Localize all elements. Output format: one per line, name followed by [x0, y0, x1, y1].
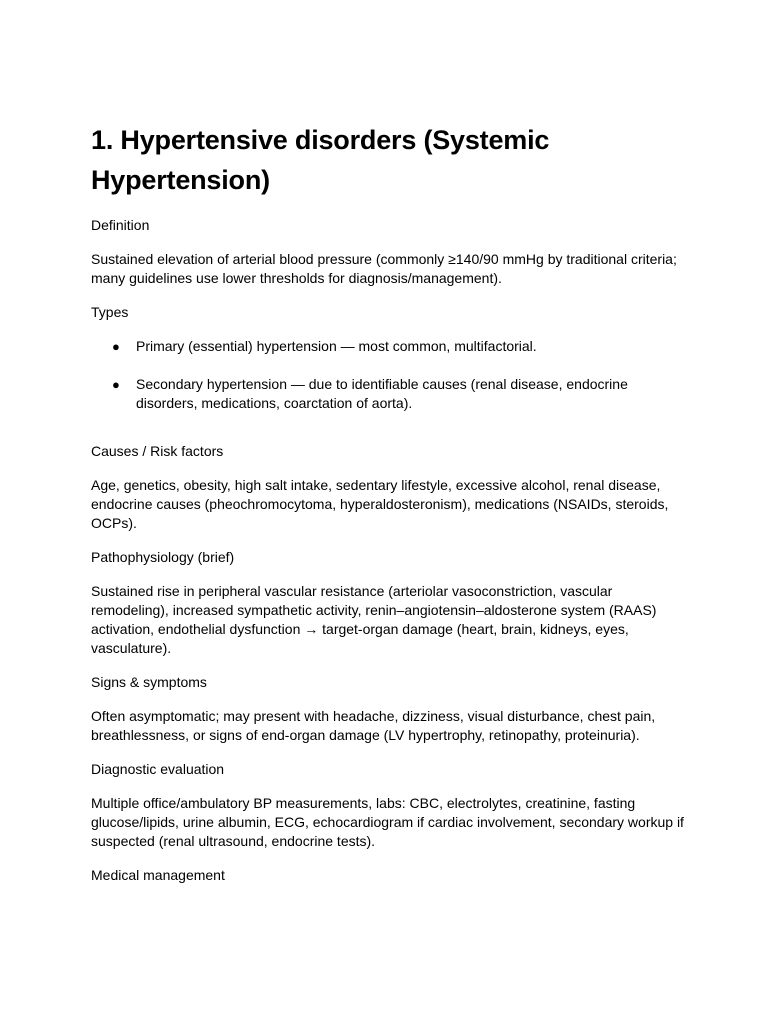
causes-text: Age, genetics, obesity, high salt intake, sedentary lifestyle, excessive alcohol, renal disease, endocrine causes (pheochromocytoma, hyperaldosteronism), medications (NSAIDs, steroids, OCPs). — [91, 477, 669, 531]
list-item — [91, 375, 691, 413]
bullet-icon: ● — [112, 377, 120, 392]
list-item — [91, 337, 691, 356]
list-item-text: Secondary hypertension — due to identifiable causes (renal disease, endocrine disorders, medications, coarctation of aorta). — [136, 376, 628, 411]
diagnostic-heading: Diagnostic evaluation — [91, 761, 225, 777]
management-heading: Medical management — [91, 867, 225, 883]
causes-heading: Causes / Risk factors — [91, 443, 224, 459]
types-heading: Types — [91, 304, 129, 320]
document-page — [91, 120, 691, 900]
definition-heading: Definition — [91, 217, 150, 233]
definition-text: Sustained elevation of arterial blood pressure (commonly ≥140/90 mmHg by traditional criteria; many guidelines use lower thresholds for diagnosis/management). — [91, 251, 677, 286]
signs-heading: Signs & symptoms — [91, 674, 207, 690]
types-list — [91, 337, 691, 413]
document-title: 1. Hypertensive disorders (Systemic Hypertension) — [91, 125, 550, 195]
bullet-icon: ● — [112, 339, 120, 354]
pathophysiology-heading: Pathophysiology (brief) — [91, 549, 235, 565]
list-item-text: Primary (essential) hypertension — most common, multifactorial. — [136, 338, 537, 354]
signs-text: Often asymptomatic; may present with headache, dizziness, visual disturbance, chest pain, breathlessness, or signs of end-organ damage (LV hypertrophy, retinopathy, proteinuria). — [91, 708, 656, 743]
diagnostic-text: Multiple office/ambulatory BP measurements, labs: CBC, electrolytes, creatinine, fasting glucose/lipids, urine albumin, ECG, echocardiogram if cardiac involvement, secondary workup if suspected (renal ultrasound, endocrine tests). — [91, 795, 684, 849]
pathophysiology-text: Sustained rise in peripheral vascular resistance (arteriolar vasoconstriction, vascular remodeling), increased sympathetic activity, renin–angiotensin–aldosterone system (RAAS) activation, endothelial dysfunction → target-organ damage (heart, brain, kidneys, eyes, vasculature). — [91, 583, 657, 656]
